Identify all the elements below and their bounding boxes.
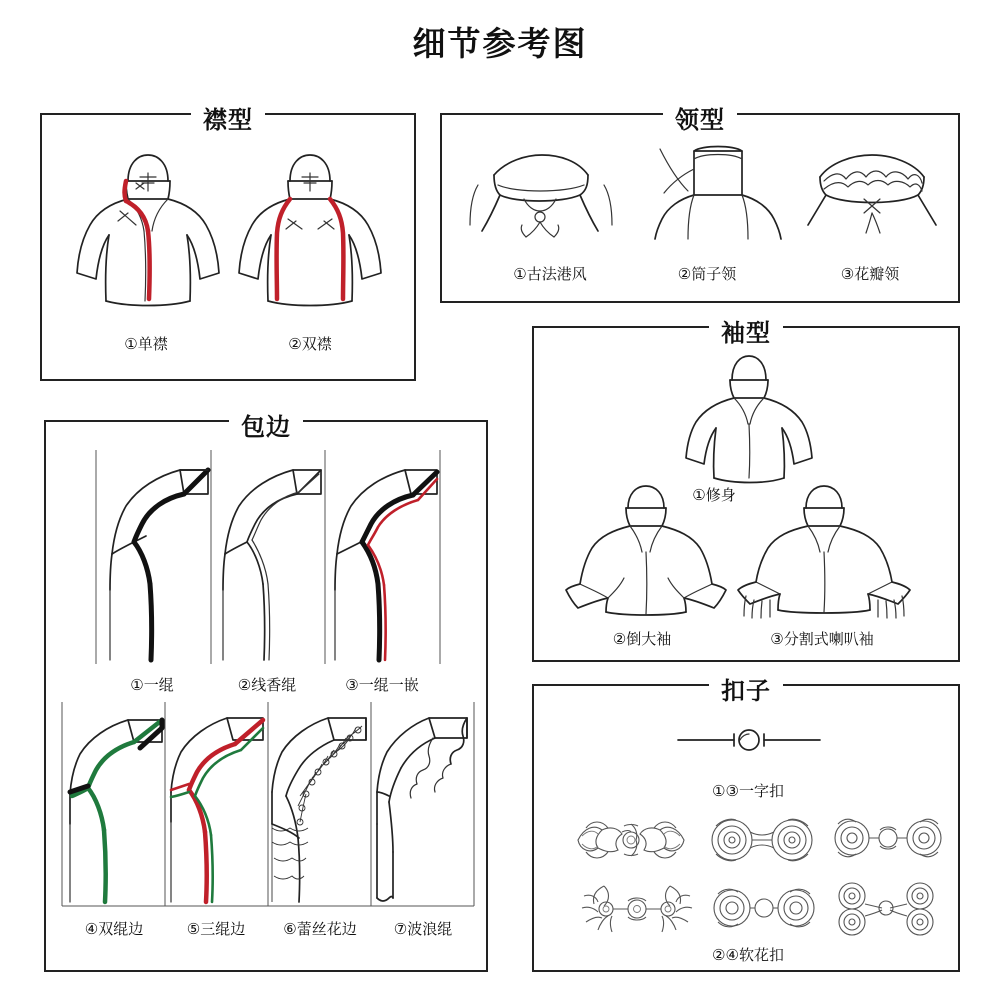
figure-knot-a [566,810,696,870]
panel-lapel [40,107,416,381]
panel-sleeve [532,320,960,662]
caption-binding-yigunyiqian: ③一绲一嵌 [345,677,419,694]
caption-sleeve-flare: ③分割式喇叭袖 [770,631,874,648]
caption-sleeve-daoda: ②倒大袖 [612,631,672,648]
panel-collar-title: 领型 [663,100,737,135]
page-title: 细节参考图 [412,25,588,62]
caption-button-knot: ②④软花扣 [712,947,784,964]
figure-button-bar [664,720,834,760]
figure-double-lapel [230,133,390,323]
figure-binding-sangun [165,702,269,906]
figure-knot-c [826,810,946,870]
figure-sleeve-flare [730,478,920,618]
figure-binding-yigunyiqian [325,450,441,664]
figure-knot-d [572,878,702,940]
caption-sleeve-slim: ①修身 [692,487,736,504]
caption-collar-gufa: ①古法港风 [513,266,587,283]
figure-binding-xianxiang [211,450,327,664]
caption-collar-tube: ②筒子领 [677,266,737,283]
caption-single-lapel: ①单襟 [124,336,168,353]
panel-button-title: 扣子 [709,671,783,706]
figure-collar-petal [798,137,948,242]
panel-collar [440,107,960,303]
panel-sleeve-title: 袖型 [709,313,783,348]
caption-collar-petal: ③花瓣领 [840,266,900,283]
caption-binding-wave: ⑦波浪绲 [393,921,453,938]
figure-binding-shuanggun [62,702,166,906]
caption-double-lapel: ②双襟 [288,336,332,353]
caption-binding-lace: ⑥蕾丝花边 [283,921,357,938]
panel-lapel-title: 襟型 [191,100,265,135]
caption-binding-xianxiang: ②线香绲 [237,677,297,694]
caption-binding-shuanggun: ④双绲边 [84,921,144,938]
figure-collar-gufa [464,133,614,243]
figure-knot-e [706,878,822,940]
caption-binding-sangun: ⑤三绲边 [186,921,246,938]
panel-binding [44,414,488,972]
panel-binding-title: 包边 [229,407,303,442]
figure-binding-lace [268,702,372,906]
figure-knot-b [702,810,822,870]
figure-knot-f [826,878,946,940]
figure-collar-tube [632,129,792,244]
caption-button-bar: ①③一字扣 [712,783,784,800]
caption-binding-yigun: ①一绲 [130,677,174,694]
figure-binding-yigun [96,450,212,664]
figure-binding-wave [371,702,475,906]
figure-single-lapel [68,133,228,323]
panel-button [532,678,960,972]
figure-sleeve-slim [674,342,824,492]
